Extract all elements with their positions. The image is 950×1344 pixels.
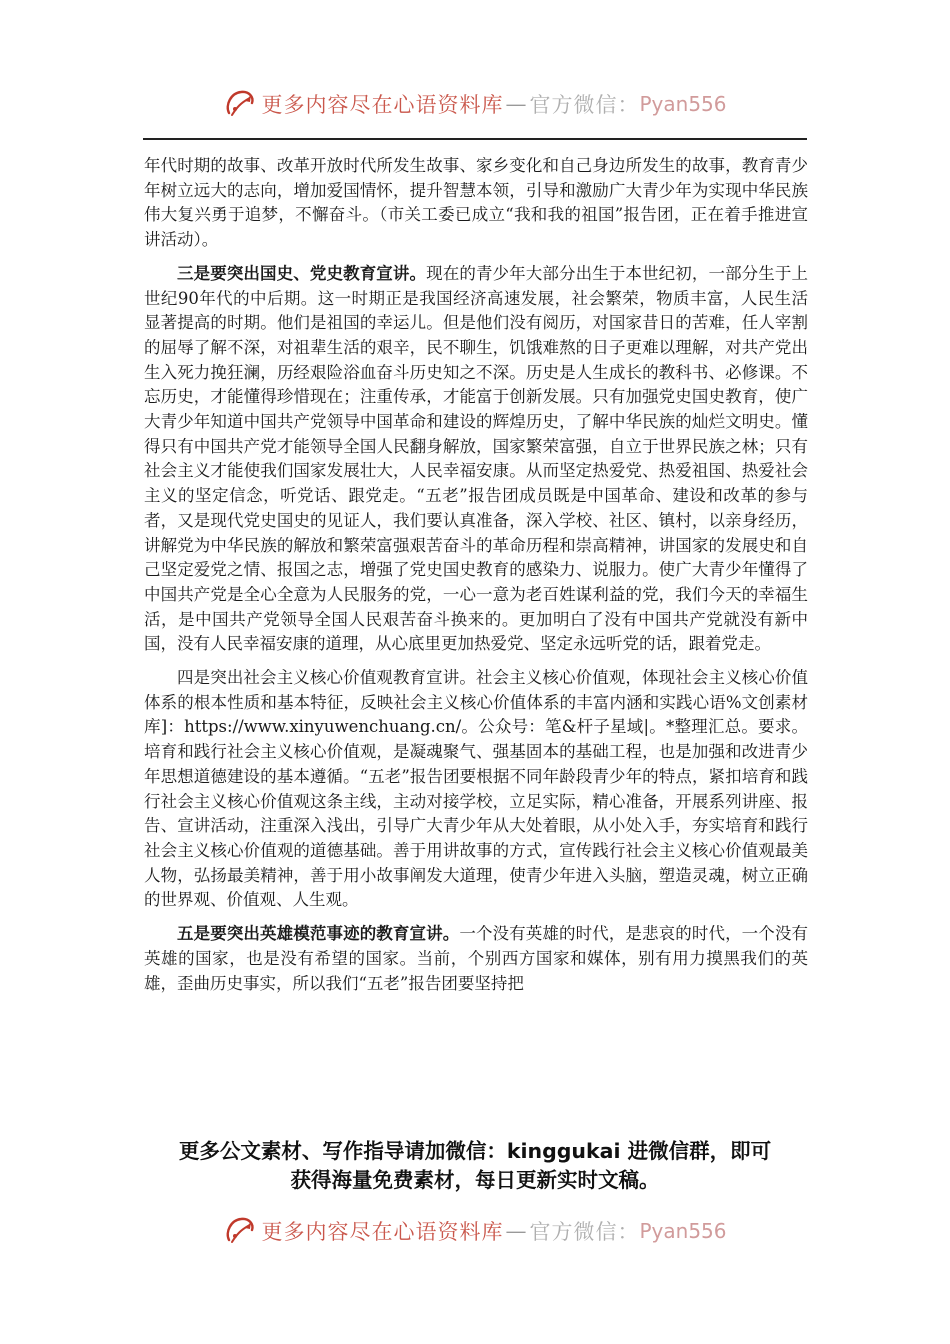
- paragraph-heroes: [144, 922, 808, 996]
- pen-nib-swirl-icon: [223, 87, 257, 121]
- watermark-title: 更多内容尽在心语资料库: [261, 93, 504, 117]
- paragraph-history-education: [144, 262, 808, 657]
- paragraph-continued: 年代时期的故事、改革开放时代所发生故事、家乡变化和自己身边所发生的故事，教育青少年树立远大的志向，增加爱国情怀，提升智慧本领，引导和激励广大青少年为实现中华民族伟大复兴勇于追梦，不懈奋斗。（市关工委已成立“我和我的祖国”报告团，正在着手推进宣讲活动）。: [144, 156, 808, 250]
- paragraph-heading: 三是要突出国史、党史教育宣讲。: [177, 263, 427, 283]
- paragraph-core-values: 四是突出社会主义核心价值观教育宣讲。社会主义核心价值观，体现社会主义核心价值体系的根本性质和基本特征，反映社会主义核心价值体系的丰富内涵和实践心语%文创素材库]：https://www.xinyuwenchuang.cn/。公众号：笔&杆子星域|。*整理汇总。要求。培育和践行社会主义核心价值观，是凝魂聚气、强基固本的基础工程，也是加强和改进青少年思想道德建设的基本遵循。“五老”报告团要根据不同年龄段青少年的特点，紧扣培育和践行社会主义核心价值观这条主线，主动对接学校，立足实际，精心准备，开展系列讲座、报告、宣讲活动，注重深入浅出，引导广大青少年从大处着眼，从小处入手，夯实培育和践行社会主义核心价值观的道德基础。善于用讲故事的方式，宣传践行社会主义核心价值观最美人物，弘扬最美精神，善于用小故事阐发大道理，使青少年进入头脑，塑造灵魂，树立正确的世界观、价值观、人生观。: [144, 668, 808, 910]
- header-divider: [143, 138, 807, 140]
- watermark-dash: —: [505, 1219, 528, 1243]
- pen-nib-swirl-icon: [223, 1214, 257, 1248]
- watermark-wechat-id: Pyan556: [639, 92, 727, 116]
- header-watermark-banner: [0, 82, 950, 126]
- watermark-wechat-label: 官方微信：: [529, 93, 640, 117]
- promo-line-2: 获得海量免费素材，每日更新实时文稿。: [290, 1168, 660, 1192]
- watermark-wechat-id: Pyan556: [639, 1219, 727, 1243]
- paragraph-heading: 五是要突出英雄模范事迹的教育宣讲。: [177, 924, 460, 944]
- footer-watermark-banner: [0, 1209, 950, 1253]
- watermark-title: 更多内容尽在心语资料库: [261, 1220, 504, 1244]
- watermark-wechat-label: 官方微信：: [529, 1220, 640, 1244]
- promo-notice: [100, 1137, 850, 1195]
- paragraph-text: 一个没有英雄的时代，是悲哀的时代，一个没有英雄的国家，也是没有希望的国家。当前，个别西方国家和媒体，别有用力摸黑我们的英雄，歪曲历史事实，所以我们“五老”报告团要坚持把: [144, 924, 809, 993]
- document-body: [144, 154, 808, 1005]
- paragraph-text: 现在的青少年大部分出生于本世纪初，一部分生于上世纪90年代的中后期。这一时期正是我国经济高速发展，社会繁荣，物质丰富，人民生活显著提高的时期。他们是祖国的幸运儿。但是他们没有阅历，对国家昔日的苦难，任人宰割的屈辱了解不深，对祖辈生活的艰辛，民不聊生，饥饿难熬的日子更难以理解，对共产党出生入死力挽狂澜，历经艰险浴血奋斗历史知之不深。历史是人生成长的教科书、必修课。不忘历史，才能懂得珍惜现在；注重传承，才能富于创新发展。只有加强党史国史教育，使广大青少年知道中国共产党领导中国革命和建设的辉煌历史，了解中华民族的灿烂文明史。懂得只有中国共产党才能领导全国人民翻身解放，国家繁荣富强，自立于世界民族之林；只有社会主义才能使我们国家发展壮大，人民幸福安康。从而坚定热爱党、热爱祖国、热爱社会主义的坚定信念，听党话、跟党走。“五老”报告团成员既是中国革命、建设和改革的参与者，又是现代党史国史的见证人，我们要认真准备，深入学校、社区、镇村，以亲身经历，讲解党为中华民族的解放和繁荣富强艰苦奋斗的革命历程和崇高精神，讲国家的发展史和自己坚定爱党之情、报国之志，增强了党史国史教育的感染力、说服力。使广大青少年懂得了中国共产党是全心全意为人民服务的党，一心一意为老百姓谋利益的党，我们今天的幸福生活，是中国共产党领导全国人民艰苦奋斗换来的。更加明白了没有中国共产党就没有新中国，没有人民幸福安康的道理，从心底里更加热爱党、坚定永远听党的话，跟着党走。: [144, 263, 809, 654]
- promo-line-1: 更多公文素材、写作指导请加微信：kinggukai 进微信群，即可: [178, 1139, 772, 1163]
- watermark-dash: —: [505, 92, 528, 116]
